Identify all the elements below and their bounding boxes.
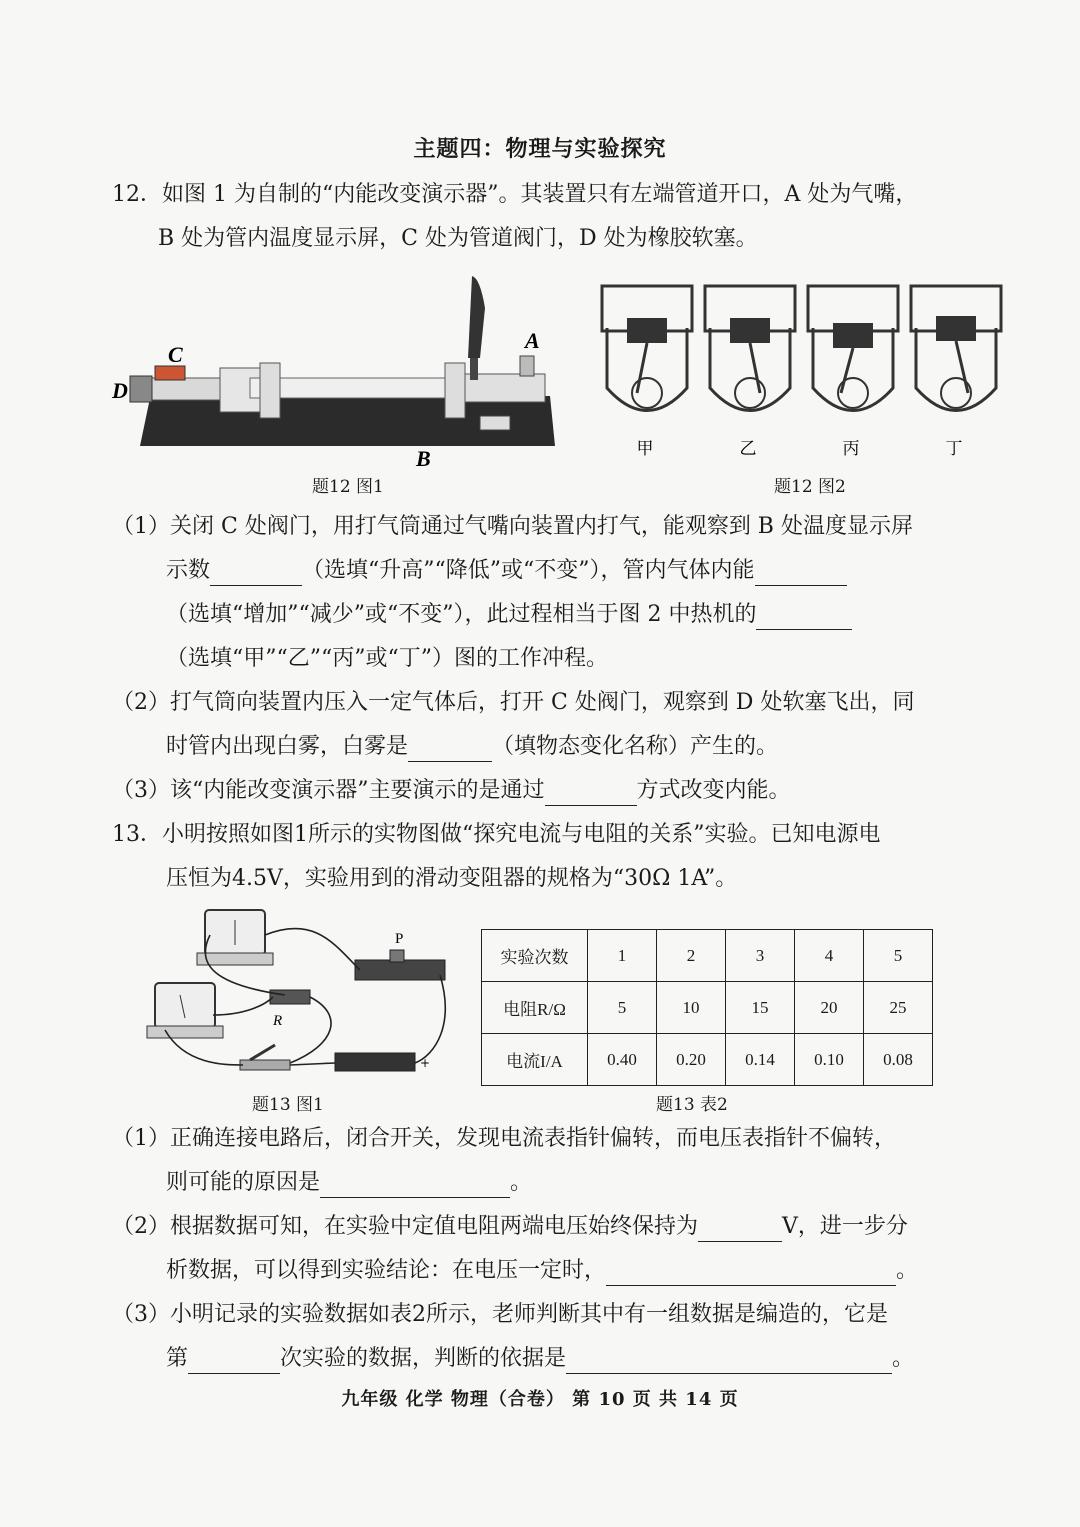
answer-blank[interactable] — [408, 737, 492, 762]
answer-blank[interactable] — [755, 561, 847, 586]
q12-fig1-caption: 题12 图1 — [312, 477, 384, 497]
main-tube — [250, 378, 470, 398]
table-row — [482, 1034, 933, 1086]
svg-text:+: + — [420, 1056, 431, 1070]
q13-part1-line2: 则可能的原因是 。 — [166, 1168, 532, 1198]
q12-fig2-engine-strokes — [597, 268, 1007, 468]
q13-stem-line2: 压恒为4.5V，实验用到的滑动变阻器的规格为“30Ω 1A”。 — [166, 866, 738, 891]
table-cell: 2 — [657, 930, 726, 982]
table-cell: 0.08 — [864, 1034, 933, 1086]
answer-blank[interactable] — [606, 1261, 896, 1286]
table-cell: 0.40 — [588, 1034, 657, 1086]
battery — [323, 1053, 430, 1071]
answer-blank[interactable] — [566, 1349, 892, 1374]
label-A: A — [525, 328, 540, 353]
table-cell: 1 — [588, 930, 657, 982]
table-cell: 20 — [795, 982, 864, 1034]
engine-stroke-4 — [911, 286, 1001, 411]
label-D: D — [112, 378, 128, 403]
table-cell: 10 — [657, 982, 726, 1034]
engine-stroke-3 — [808, 286, 898, 411]
q13-part1-line1: （1）正确连接电路后，闭合开关，发现电流表指针偏转，而电压表指针不偏转， — [112, 1126, 896, 1151]
table-row — [482, 982, 933, 1034]
table-cell: 0.20 — [657, 1034, 726, 1086]
rubber-plug — [130, 376, 152, 402]
label-C: C — [168, 342, 183, 367]
q13-part3-line2: 第 次实验的数据，判断的依据是 。 — [166, 1344, 914, 1374]
table-cell: 0.10 — [795, 1034, 864, 1086]
q13-part2-line2: 析数据，可以得到实验结论：在电压一定时， 。 — [166, 1256, 918, 1286]
temp-display — [480, 416, 510, 430]
q13-stem-line1: 13．小明按照如图1所示的实物图做“探究电流与电阻的关系”实验。已知电源电 — [112, 822, 881, 847]
switch — [240, 1045, 290, 1070]
q13-part3-line1: （3）小明记录的实验数据如表2所示，老师判断其中有一组数据是编造的，它是 — [112, 1302, 888, 1327]
q12-part2-line2: 时管内出现白雾，白雾是 （填物态变化名称）产生的。 — [166, 732, 778, 762]
q12-part1-line2: 示数 （选填“升高”“降低”或“不变”），管内气体内能 — [166, 556, 847, 586]
table-cell: 25 — [864, 982, 933, 1034]
q13-fig1-caption: 题13 图1 — [252, 1095, 324, 1115]
svg-text:−: − — [323, 1056, 334, 1070]
page-footer: 九年级 化学 物理（合卷） 第 10 页 共 14 页 — [341, 1389, 739, 1410]
q13-fig1-circuit — [135, 905, 450, 1085]
table-row — [482, 930, 933, 982]
table-cell: 5 — [864, 930, 933, 982]
resistor — [270, 990, 310, 1029]
engine-stroke-2 — [705, 286, 795, 411]
engine-stroke-1 — [602, 286, 692, 411]
q12-stem-line1: 12．如图 1 为自制的“内能改变演示器”。其装置只有左端管道开口，A 处为气嘴， — [112, 182, 918, 207]
table-header-cell: 电阻R/Ω — [482, 982, 588, 1034]
q13-data-table — [481, 929, 933, 1086]
table-header-cell: 电流I/A — [482, 1034, 588, 1086]
rheostat — [355, 931, 445, 980]
q12-part1-line4: （选填“甲”“乙”“丙”或“丁”）图的工作冲程。 — [166, 646, 608, 671]
q12-part1-line3: （选填“增加”“减少”或“不变”），此过程相当于图 2 中热机的 — [166, 600, 852, 630]
answer-blank[interactable] — [210, 561, 302, 586]
answer-blank[interactable] — [756, 605, 852, 630]
answer-blank[interactable] — [698, 1217, 782, 1242]
q12-part3: （3）该“内能改变演示器”主要演示的是通过 方式改变内能。 — [112, 776, 791, 806]
answer-blank[interactable] — [320, 1173, 510, 1198]
table-cell: 5 — [588, 982, 657, 1034]
ammeter — [147, 983, 223, 1038]
stroke-label-2: 乙 — [739, 439, 757, 459]
q13-part2-line1: （2）根据数据可知，在实验中定值电阻两端电压始终保持为 V，进一步分 — [112, 1212, 908, 1242]
air-nozzle — [520, 356, 534, 376]
answer-blank[interactable] — [188, 1349, 280, 1374]
q12-part1-line1: （1）关闭 C 处阀门，用打气筒通过气嘴向装置内打气，能观察到 B 处温度显示屏 — [112, 514, 913, 539]
stroke-label-3: 丙 — [842, 439, 860, 459]
table-cell: 4 — [795, 930, 864, 982]
svg-text:P: P — [395, 931, 404, 947]
table-cell: 0.14 — [726, 1034, 795, 1086]
answer-blank[interactable] — [545, 781, 637, 806]
pump-handle — [468, 276, 485, 358]
svg-text:R: R — [273, 1013, 283, 1029]
q12-part2-line1: （2）打气筒向装置内压入一定气体后，打开 C 处阀门，观察到 D 处软塞飞出，同 — [112, 690, 915, 715]
q12-stem-line2: B 处为管内温度显示屏，C 处为管道阀门，D 处为橡胶软塞。 — [158, 226, 758, 251]
valve-handle — [155, 366, 185, 380]
q12-fig2-caption: 题12 图2 — [774, 477, 846, 497]
q12-fig1-apparatus — [100, 268, 570, 478]
label-B: B — [416, 446, 431, 471]
table-header-cell: 实验次数 — [482, 930, 588, 982]
q13-table-caption: 题13 表2 — [656, 1095, 728, 1115]
table-cell: 3 — [726, 930, 795, 982]
table-cell: 15 — [726, 982, 795, 1034]
section-title: 主题四：物理与实验探究 — [413, 136, 667, 162]
stroke-label-4: 丁 — [945, 439, 963, 459]
stroke-label-1: 甲 — [636, 439, 654, 459]
